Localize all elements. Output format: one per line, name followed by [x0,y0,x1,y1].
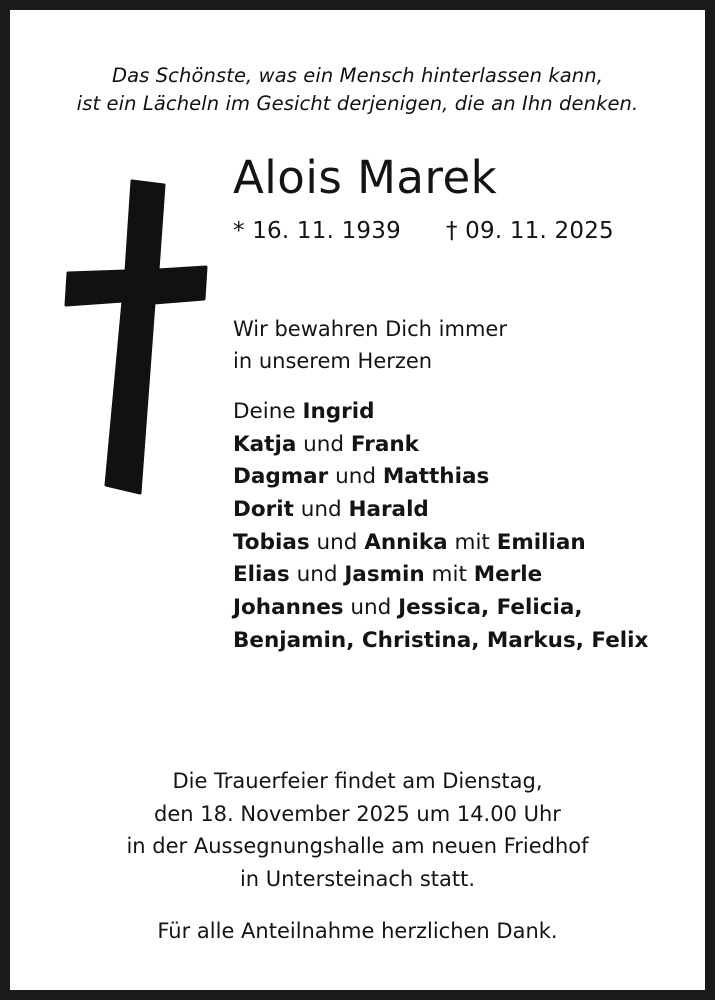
family-member-name: Johannes [233,594,344,620]
family-connector: Deine [233,398,303,424]
family-member-name: Jessica, Felicia, [398,594,583,620]
death-date: † 09. 11. 2025 [445,218,614,245]
service-line-3: in der Aussegnungshalle am neuen Friedhof [126,834,589,859]
family-line [233,494,675,527]
text-block [225,150,705,658]
family-connector: und [343,594,399,620]
family-line [233,396,675,429]
family-list [225,396,675,657]
family-connector: und [293,496,349,522]
family-member-name: Dorit [233,496,294,522]
family-member-name: Elias [233,562,290,588]
family-connector: und [328,464,383,490]
life-dates [225,218,675,244]
memorial-line-2: in unserem Herzen [233,348,433,373]
family-line [233,527,675,560]
memorial-line-1: Wir bewahren Dich immer [233,317,507,342]
family-line [233,592,675,625]
family-line [233,429,675,462]
family-member-name: Jasmin [344,562,425,588]
service-line-2: den 18. November 2025 um 14.00 Uhr [154,801,561,826]
epitaph-line-1: Das Schönste, was ein Mensch hinterlassen kann, [111,64,603,87]
cross-icon [54,175,214,515]
main-area [10,150,705,713]
family-member-name: Benjamin, Christina, Markus, Felix [233,627,649,653]
memorial-text [225,314,675,378]
birth-date: * 16. 11. 1939 [233,218,401,245]
family-connector: mit [447,529,497,555]
family-connector: und [289,562,345,588]
family-member-name: Harald [348,496,429,522]
family-member-name: Katja [233,431,297,457]
service-details [10,765,705,948]
family-connector: mit [424,562,474,588]
family-member-name: Annika [364,529,448,555]
family-connector: und [309,529,365,555]
thanks-note: Für alle Anteilnahme herzlichen Dank. [157,919,558,944]
family-connector: und [296,431,351,457]
family-member-name: Dagmar [233,464,329,490]
family-line [233,559,675,592]
family-member-name: Ingrid [302,398,375,424]
family-member-name: Matthias [382,464,490,490]
family-member-name: Frank [350,431,419,457]
service-line-4: in Untersteinach statt. [239,866,476,891]
family-line [233,625,675,658]
epitaph-line-2: ist ein Lächeln im Gesicht derjenigen, die an Ihn denken. [76,92,639,116]
family-member-name: Tobias [233,529,310,555]
family-member-name: Merle [473,562,543,588]
service-line-1: Die Trauerfeier findet am Dienstag, [172,769,543,794]
epitaph [10,10,705,119]
family-member-name: Emilian [496,529,586,555]
deceased-name: Alois Marek [233,150,498,204]
family-line [233,461,675,494]
